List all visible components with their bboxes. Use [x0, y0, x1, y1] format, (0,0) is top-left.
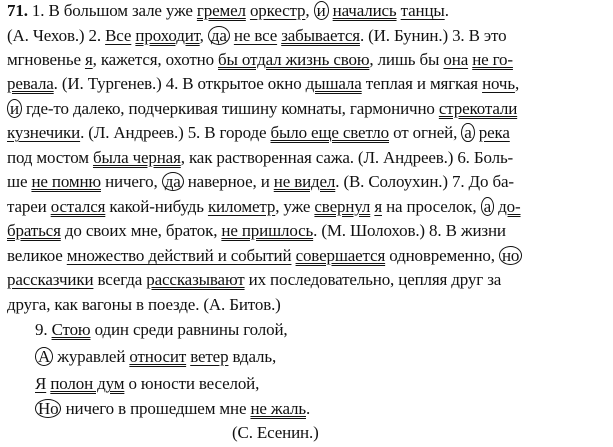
text-run: какой-нибудь	[105, 197, 208, 216]
text-run: 9.	[35, 320, 52, 339]
text-line	[7, 195, 613, 219]
subject-word: Я	[35, 374, 47, 393]
subject-word: я	[374, 197, 382, 216]
poem-author: (С. Есенин.)	[232, 423, 319, 442]
conjunction-circled: да	[162, 172, 184, 191]
text-run: . (Л. Андреев.) 5. В городе	[80, 123, 271, 142]
text-run: , уже	[275, 197, 315, 216]
subject-word: множество действий и событий	[66, 246, 292, 265]
predicate-word: не помню	[31, 172, 101, 191]
subject-word: танцы	[400, 1, 445, 20]
text-run: . (И. Тургенев.) 4. В открытое окно	[53, 74, 306, 93]
text-line	[7, 0, 613, 23]
predicate-word: не видел	[273, 172, 336, 191]
text-run: , лишь бы	[369, 50, 444, 69]
text-line	[7, 146, 613, 170]
text-run: до своих мне, браток,	[60, 221, 222, 240]
poem-line	[35, 397, 613, 421]
text-run: . (М. Шолохов.) 8. В жизни	[313, 221, 506, 240]
conjunction-circled: и	[7, 99, 22, 118]
text-run: на проселок,	[382, 197, 481, 216]
exercise-number: 71.	[7, 1, 28, 20]
predicate-word: была черная	[92, 148, 181, 167]
text-run: ничего в прошедшем мне	[61, 399, 251, 418]
text-line	[7, 293, 613, 317]
text-line	[7, 72, 613, 96]
text-run: , кажется, охотно	[92, 50, 219, 69]
text-run: всегда	[93, 270, 147, 289]
subject-word: кузнечики	[7, 123, 81, 142]
subject-word: рассказчики	[7, 270, 94, 289]
predicate-word: начались	[332, 1, 397, 20]
subject-word: не все	[233, 26, 278, 45]
subject-word: река	[478, 123, 510, 142]
text-run: .	[306, 399, 311, 418]
predicate-word: дышала	[305, 74, 362, 93]
text-run: ,	[514, 74, 520, 93]
text-run: 1. В большом зале уже	[27, 1, 197, 20]
text-run: где-то далеко, подчеркивая тишину комнаты, гармонично	[21, 99, 439, 118]
predicate-word: не го-	[472, 50, 513, 69]
subject-word: ночь	[482, 74, 515, 93]
predicate-word: относит	[129, 347, 187, 366]
text-run: ничего,	[100, 172, 162, 191]
text-run: о юности веселой,	[124, 374, 260, 393]
text-run: один среди равнины голой,	[90, 320, 288, 339]
text-run: . (В. Солоухин.) 7. До ба-	[335, 172, 514, 191]
text-run: ,	[199, 26, 208, 45]
text-run: ,	[305, 1, 314, 20]
subject-word: оркестр	[249, 1, 306, 20]
text-run: вдаль,	[228, 347, 277, 366]
subject-word: ветер	[190, 347, 229, 366]
predicate-word: свернул	[314, 197, 371, 216]
predicate-word: забывается	[281, 26, 360, 45]
text-run: наверное, и	[183, 172, 274, 191]
predicate-word: полон дум	[50, 374, 125, 393]
text-run: теплая и мягкая	[361, 74, 483, 93]
predicate-word: проходит	[135, 26, 200, 45]
text-run: мгновенье	[7, 50, 85, 69]
text-line	[7, 244, 613, 268]
text-run: друга, как вагоны в поезде. (А. Битов.)	[7, 295, 281, 314]
predicate-word: бы отдал жизнь свою	[218, 50, 370, 69]
conjunction-circled: А	[35, 347, 53, 366]
text-run: великое	[7, 246, 67, 265]
predicate-word: не пришлось	[221, 221, 314, 240]
predicate-word: остался	[50, 197, 106, 216]
text-run: (А. Чехов.) 2.	[7, 26, 106, 45]
text-run: под мостом	[7, 148, 93, 167]
text-line	[7, 121, 613, 145]
text-run: ше	[7, 172, 32, 191]
text-run: от огней,	[389, 123, 462, 142]
predicate-word: стрекотали	[438, 99, 518, 118]
predicate-word: рассказывают	[146, 270, 245, 289]
predicate-word: браться	[7, 221, 61, 240]
text-line	[7, 24, 613, 48]
text-run: журавлей	[53, 347, 130, 366]
text-run: тареи	[7, 197, 51, 216]
conjunction-circled: и	[314, 1, 329, 20]
text-line	[7, 219, 613, 243]
conjunction-circled: но	[499, 246, 522, 265]
subject-word: километр	[207, 197, 276, 216]
conjunction-circled: да	[208, 26, 230, 45]
predicate-word: Стою	[51, 320, 91, 339]
subject-word: Все	[105, 26, 132, 45]
text-run: .	[444, 1, 449, 20]
text-run: одновременно,	[385, 246, 499, 265]
predicate-word: ревала	[7, 74, 54, 93]
poem-line	[35, 345, 613, 369]
conjunction-circled: а	[461, 123, 474, 142]
text-line	[7, 170, 613, 194]
subject-word: я	[84, 50, 93, 69]
poem-line	[35, 372, 613, 396]
text-line	[7, 268, 613, 292]
predicate-word: гремел	[196, 1, 246, 20]
conjunction-circled: Но	[35, 399, 61, 418]
conjunction-circled: а	[481, 197, 494, 216]
predicate-word: совершается	[295, 246, 386, 265]
predicate-word: не жаль	[250, 399, 306, 418]
text-run: . (И. Бунин.) 3. В это	[359, 26, 507, 45]
subject-word: она	[443, 50, 469, 69]
predicate-word: до-	[498, 197, 521, 216]
poem-line	[35, 318, 613, 342]
text-run: их последовательно, цепляя друг за	[244, 270, 502, 289]
text-line	[7, 48, 613, 72]
text-line	[7, 97, 613, 121]
predicate-word: было еще светло	[270, 123, 389, 142]
text-run: , как растворенная сажа. (Л. Андреев.) 6. Боль-	[180, 148, 514, 167]
